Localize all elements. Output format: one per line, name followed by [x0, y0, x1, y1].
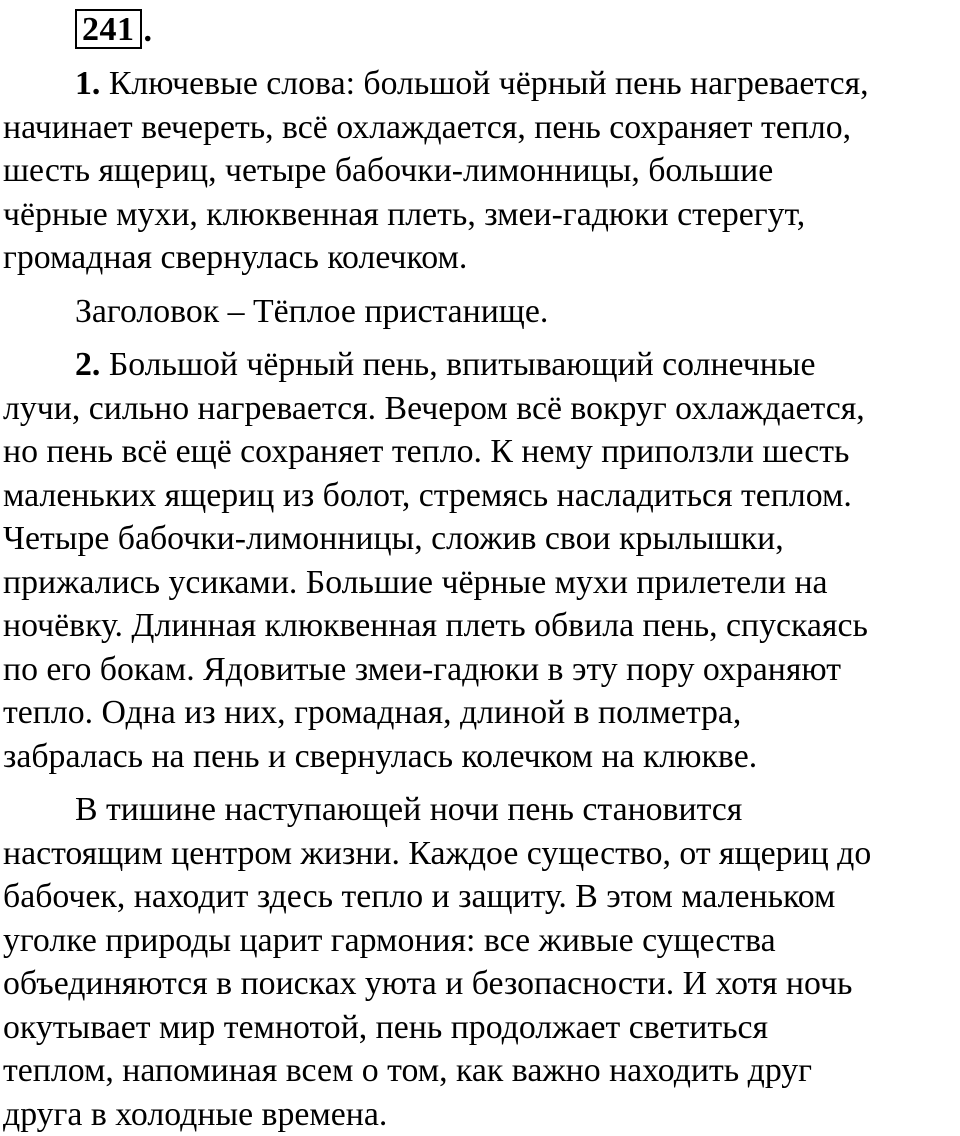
text-line — [3, 62, 957, 106]
text-line: шесть ящериц, четыре бабочки-лимонницы, большие — [3, 149, 957, 193]
text-segment: Ключевые слова: большой чёрный пень нагревается, — [109, 65, 869, 102]
text-line: объединяются в поисках уюта и безопасности. И хотя ночь — [3, 962, 957, 1006]
text-line: забралась на пень и свернулась колечком на клюкве. — [3, 735, 957, 779]
text-line: бабочек, находит здесь тепло и защиту. В этом маленьком — [3, 875, 957, 919]
paragraph-title — [3, 290, 957, 334]
text-line: чёрные мухи, клюквенная плеть, змеи-гадюки стерегут, — [3, 193, 957, 237]
text-line: В тишине наступающей ночи пень становится — [3, 788, 957, 832]
text-segment: Большой чёрный пень, впитывающий солнечные — [109, 346, 816, 383]
item-marker-1: 1. — [75, 65, 100, 102]
paragraph-keywords — [3, 62, 957, 280]
task-number — [75, 3, 152, 49]
task-number-dot: . — [144, 12, 153, 49]
text-line: по его бокам. Ядовитые змеи-гадюки в эту пору охраняют — [3, 648, 957, 692]
text-line: громадная свернулась колечком. — [3, 236, 957, 280]
text-line: окутывает мир темнотой, пень продолжает светиться — [3, 1006, 957, 1050]
text-line: ночёвку. Длинная клюквенная плеть обвила пень, спускаясь — [3, 604, 957, 648]
document-body — [3, 62, 957, 1136]
paragraph-continuation — [3, 788, 957, 1136]
item-marker-2: 2. — [75, 346, 100, 383]
text-line: начинает вечереть, всё охлаждается, пень сохраняет тепло, — [3, 106, 957, 150]
text-line: друга в холодные времена. — [3, 1093, 957, 1136]
task-number-box: 241 — [75, 9, 142, 49]
text-line: уголке природы царит гармония: все живые существа — [3, 919, 957, 963]
paragraph-text — [3, 343, 957, 778]
text-line: но пень всё ещё сохраняет тепло. К нему приползли шесть — [3, 430, 957, 474]
text-line: Заголовок – Тёплое пристанище. — [3, 290, 957, 334]
text-line — [3, 343, 957, 387]
text-line: тепло. Одна из них, громадная, длиной в полметра, — [3, 691, 957, 735]
text-line: настоящим центром жизни. Каждое существо, от ящериц до — [3, 832, 957, 876]
text-line: лучи, сильно нагревается. Вечером всё вокруг охлаждается, — [3, 387, 957, 431]
text-line: теплом, напоминая всем о том, как важно находить друг — [3, 1049, 957, 1093]
text-line: прижались усиками. Большие чёрные мухи прилетели на — [3, 561, 957, 605]
text-line: маленьких ящериц из болот, стремясь насладиться теплом. — [3, 474, 957, 518]
text-line: Четыре бабочки-лимонницы, сложив свои крылышки, — [3, 517, 957, 561]
